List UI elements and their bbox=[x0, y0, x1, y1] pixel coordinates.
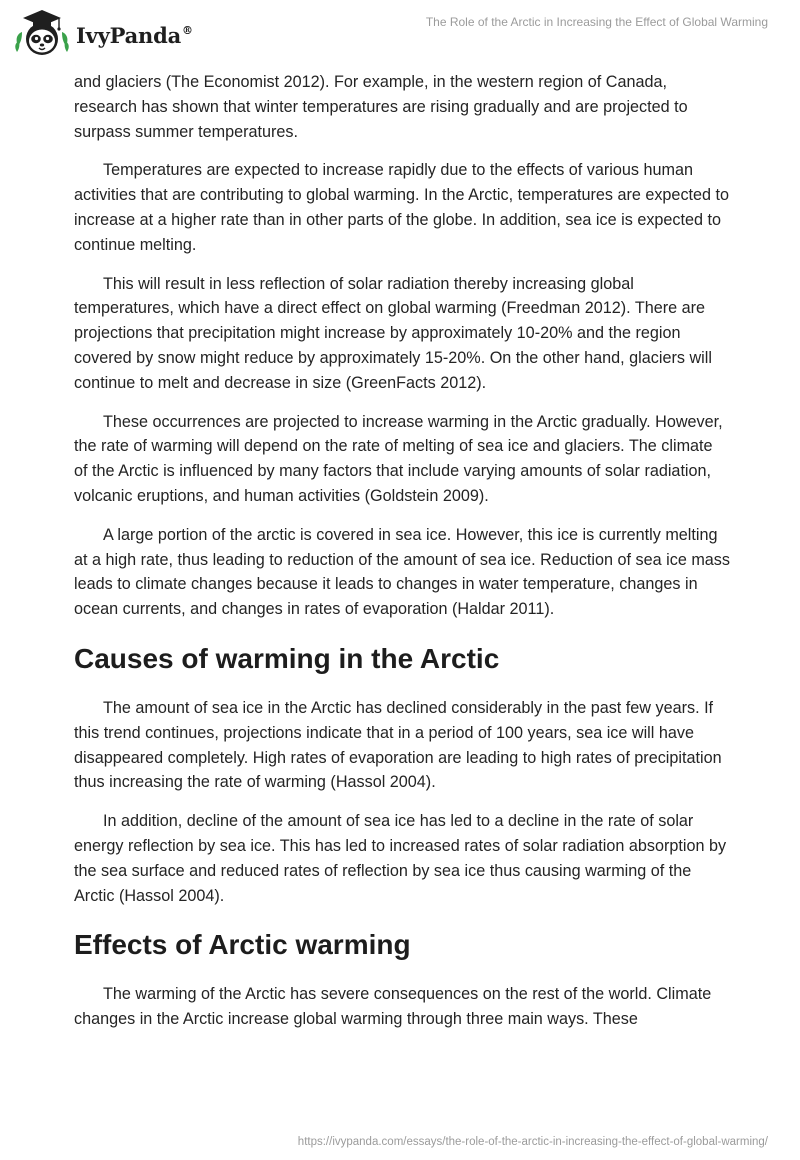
paragraph: A large portion of the arctic is covered in sea ice. However, this ice is currently melting at a high rate, thus leading to reduction of the amount of sea ice. Reduction of sea ice mass leads to climate changes because it leads to changes in water temperature, changes in ocean currents, and changes in rates of evaporation (Haldar 2011). bbox=[74, 525, 730, 619]
panda-graduate-icon bbox=[14, 8, 70, 58]
paragraph: This will result in less reflection of solar radiation thereby increasing global temperatures, which have a direct effect on global warming (Freedman 2012). There are projections that precipitation might increase by approximately 10-20% and the region covered by snow might reduce by approximately 15-20%. On the other hand, glaciers will continue to melt and decrease in size (GreenFacts 2012). bbox=[74, 274, 712, 392]
paragraph: In addition, decline of the amount of sea ice has led to a decline in the rate of solar energy reflection by sea ice. This has led to increased rates of solar radiation absorption by the sea surface and reduced rates of reflection by sea ice thus causing warming of the Arctic (Hassol 2004). bbox=[74, 812, 727, 905]
section-heading-effects: Effects of Arctic warming bbox=[74, 929, 411, 961]
paragraph: and glaciers (The Economist 2012). For example, in the western region of Canada, research has shown that winter temperatures are rising gradually and are projected to surpass summer temperatures. bbox=[74, 73, 688, 141]
brand-logo[interactable] bbox=[14, 8, 193, 58]
paragraph: These occurrences are projected to increase warming in the Arctic gradually. However, the rate of warming will depend on the rate of melting of sea ice and glaciers. The climate of the Arctic is influenced by many factors that include varying amounts of solar radiation, volcanic eruptions, and human activities (Goldstein 2009). bbox=[74, 412, 723, 505]
page-header bbox=[0, 0, 800, 70]
paragraph: Temperatures are expected to increase rapidly due to the effects of various human activities that are contributing to global warming. In the Arctic, temperatures are expected to increase at a higher rate than in other parts of the globe. In addition, sea ice is expected to continue melting. bbox=[74, 161, 730, 254]
brand-name: IvyPanda® bbox=[76, 22, 193, 48]
source-url[interactable]: https://ivypanda.com/essays/the-role-of-the-arctic-in-increasing-the-effect-of-global-warming/ bbox=[297, 1136, 768, 1148]
essay-body bbox=[74, 70, 730, 1046]
document-title: The Role of the Arctic in Increasing the Effect of Global Warming bbox=[425, 15, 768, 29]
section-heading-causes: Causes of warming in the Arctic bbox=[74, 642, 500, 674]
paragraph: The warming of the Arctic has severe consequences on the rest of the world. Climate changes in the Arctic increase global warming through three main ways. These bbox=[74, 985, 712, 1029]
paragraph: The amount of sea ice in the Arctic has declined considerably in the past few years. If this trend continues, projections indicate that in a period of 100 years, sea ice will have disappeared completely. High rates of evaporation are leading to high rates of precipitation thus increasing the rate of warming (Hassol 2004). bbox=[74, 698, 722, 792]
